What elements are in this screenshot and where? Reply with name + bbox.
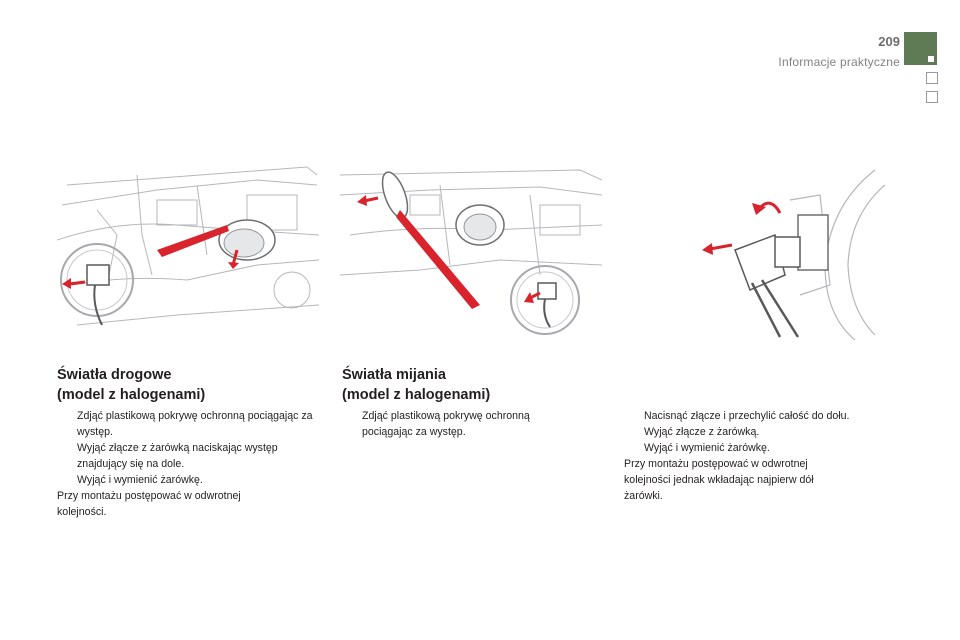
dipped-beam-instructions — [342, 408, 582, 440]
heading-high-beam-line2: (model z halogenami) — [57, 387, 206, 403]
assembly-note-right: Przy montażu postępować w odwrotnej kolejności jednak wkładając najpierw dół żarówki. — [624, 458, 814, 502]
chapter-tab — [904, 32, 937, 65]
list-item: Wyjąć i wymienić żarówkę. — [644, 442, 770, 454]
list-item: Zdjąć plastikową pokrywę ochronną pociągając za występ. — [362, 410, 530, 438]
section-title: Informacje praktyczne — [778, 55, 900, 69]
heading-high-beam-line1: Światła drogowe — [57, 367, 172, 383]
list-item: Wyjąć złącze z żarówką. — [644, 426, 760, 438]
assembly-note: Przy montażu postępować w odwrotnej kolejności. — [57, 490, 241, 518]
chapter-tab-empty-1 — [926, 72, 938, 84]
illustration-dipped-beam — [340, 165, 602, 340]
page-number: 209 — [878, 34, 900, 49]
heading-dipped-beam — [342, 365, 490, 405]
high-beam-instructions — [57, 408, 322, 520]
list-item: Wyjąć i wymienić żarówkę. — [77, 474, 203, 486]
list-item: Wyjąć złącze z żarówką naciskając występ znajdujący się na dole. — [77, 442, 278, 470]
heading-high-beam — [57, 365, 205, 405]
tab-marker — [928, 56, 934, 62]
heading-dipped-beam-line1: Światła mijania — [342, 367, 446, 383]
bulb-removal-instructions — [624, 408, 864, 504]
illustration-bulb-removal — [680, 165, 885, 340]
heading-dipped-beam-line2: (model z halogenami) — [342, 387, 491, 403]
illustration-high-beam — [57, 165, 319, 340]
list-item: Zdjąć plastikową pokrywę ochronną pociągając za występ. — [77, 410, 313, 438]
list-item: Nacisnąć złącze i przechylić całość do dołu. — [644, 410, 850, 422]
chapter-tab-empty-2 — [926, 91, 938, 103]
